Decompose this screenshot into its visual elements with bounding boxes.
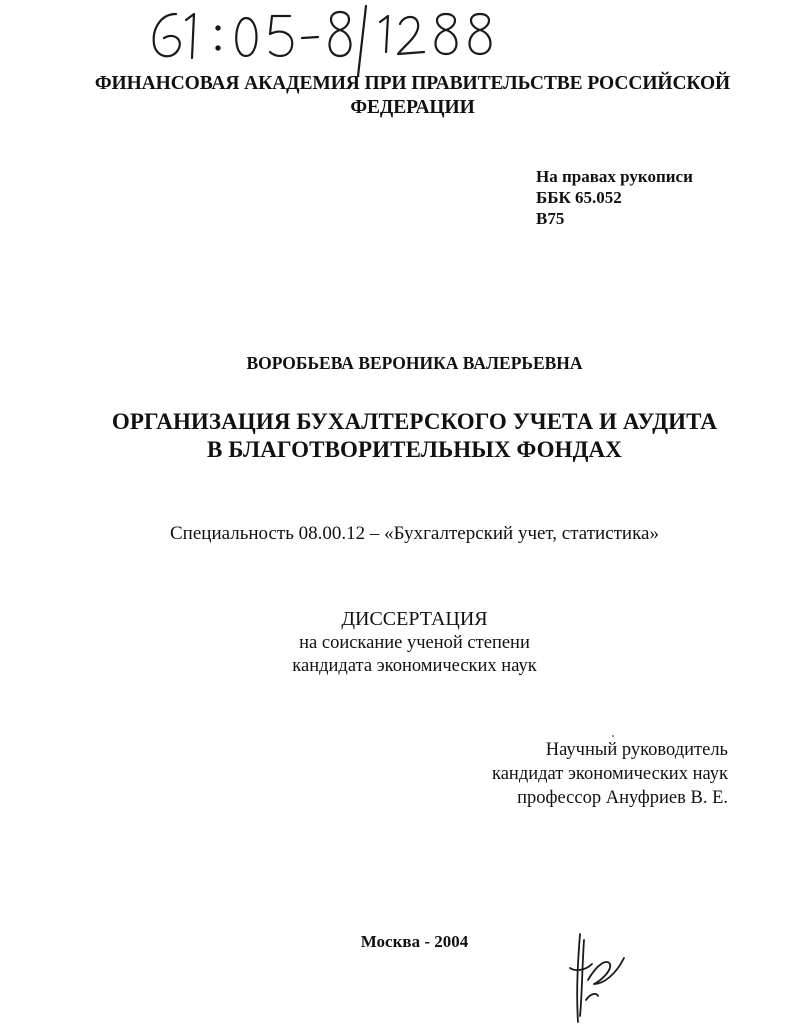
author-code: В75 [536,209,565,228]
title-line-2: В БЛАГОТВОРИТЕЛЬНЫХ ФОНДАХ [207,437,622,462]
supervisor-name: профессор Ануфриев В. Е. [517,788,728,808]
institution-line-1: ФИНАНСОВАЯ АКАДЕМИЯ ПРИ ПРАВИТЕЛЬСТВЕ РОССИЙСКОЙ [94,73,731,94]
title-line-1: ОРГАНИЗАЦИЯ БУХАЛТЕРСКОГО УЧЕТА И АУДИТА [111,409,718,434]
institution-line-2: ФЕДЕРАЦИИ [350,97,475,118]
supervisor-degree: кандидат экономических наук [492,764,728,784]
scan-speck [612,735,614,737]
degree-line-2: кандидата экономических наук [292,656,537,676]
manuscript-rights-block [536,166,693,229]
dissertation-block [0,606,793,678]
manuscript-rights-label: На правах рукописи [536,167,693,186]
degree-line-1: на соискание ученой степени [299,633,530,653]
supervisor-role: Научный руководитель [545,740,728,760]
city-year: Москва - 2004 [360,932,469,951]
handwritten-archive-number [0,0,793,80]
supervisor-block [492,738,728,810]
dissertation-title [0,408,793,464]
signature [566,930,630,1024]
specialty: Специальность 08.00.12 – «Бухгалтерский учет, статистика» [170,523,659,544]
bbk-code: ББК 65.052 [536,188,622,207]
dissertation-label: ДИССЕРТАЦИЯ [341,608,488,630]
institution-name [40,72,785,120]
author-name: ВОРОБЬЕВА ВЕРОНИКА ВАЛЕРЬЕВНА [246,353,583,373]
